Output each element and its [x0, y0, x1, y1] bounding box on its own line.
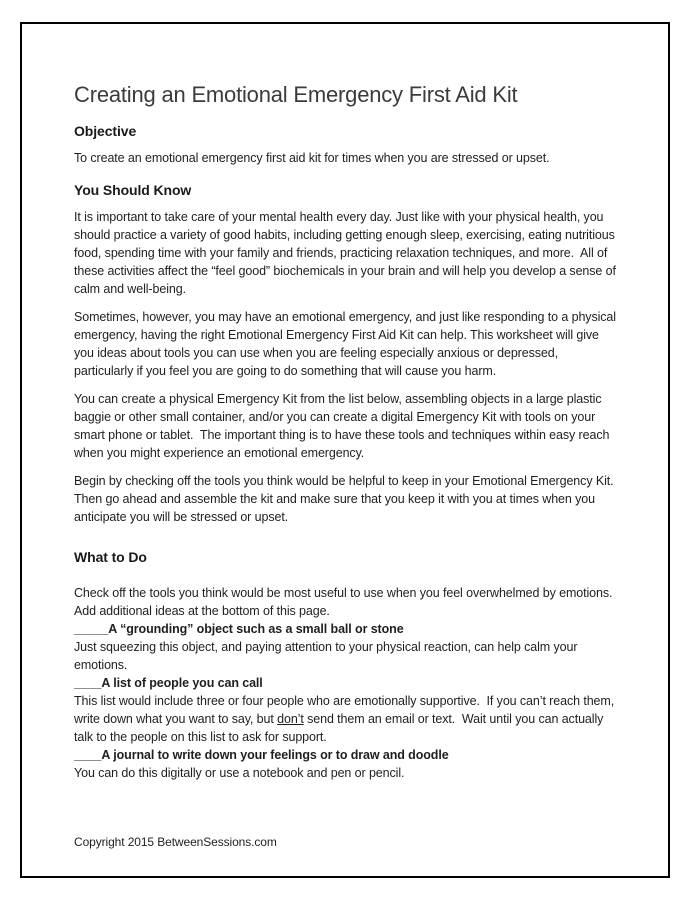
checklist	[74, 584, 618, 782]
worksheet-page	[20, 22, 670, 878]
paragraph: You can create a physical Emergency Kit from the list below, assembling objects in a large plastic baggie or other small container, and/or you can create a digital Emergency Kit with tools on your smart phone or tablet. The important thing is to have these tools and techniques within easy reach when you might experience an emotional emergency.	[74, 392, 613, 460]
paragraph: It is important to take care of your mental health every day. Just like with your physical health, you should practice a variety of good habits, including getting enough sleep, exercising, eating nutritious food, spending time with your family and friends, practicing relaxation techniques, and more. All of these activities affect the “feel good” biochemicals in your brain and will help you develop a sense of calm and well-being.	[74, 210, 620, 296]
description-text: Just squeezing this object, and paying attention to your physical reaction, can help calm your emotions.	[74, 640, 581, 672]
description-text: This list would include three or four people who are emotionally supportive. If you can’t reach them, write down what you want to say, but	[74, 694, 618, 726]
checklist-item-label	[74, 620, 618, 638]
description-text: send them an email or text. Wait until you can actually talk to the people on this list to ask for support.	[74, 712, 607, 744]
you-should-know-heading: You Should Know	[74, 182, 192, 198]
description-text: You can do this digitally or use a notebook and pen or pencil.	[74, 766, 405, 780]
checklist-item-description	[74, 638, 618, 674]
objective-heading: Objective	[74, 123, 137, 139]
paragraph: Begin by checking off the tools you think would be helpful to keep in your Emotional Emergency Kit. Then go ahead and assemble the kit and make sure that you keep it with you at times when you anticipate you will be stressed or upset.	[74, 474, 621, 524]
checklist-item-description	[74, 764, 618, 782]
checklist-blank: ____	[74, 676, 102, 690]
checklist-item-description	[74, 692, 618, 746]
what-to-do-intro: Check off the tools you think would be most useful to use when you feel overwhelmed by emotions. Add additional ideas at the bottom of this page.	[74, 586, 619, 618]
copyright-text: Copyright 2015 BetweenSessions.com	[74, 835, 277, 849]
checklist-blank: ____	[74, 748, 102, 762]
underlined-text: don’t	[277, 712, 304, 726]
checklist-item-label	[74, 746, 618, 764]
checklist-item-title: A “grounding” object such as a small ball or stone	[108, 622, 404, 636]
what-to-do-heading: What to Do	[74, 549, 147, 565]
page-title: Creating an Emotional Emergency First Aid Kit	[74, 82, 518, 107]
checklist-item-title: A list of people you can call	[101, 676, 263, 690]
checklist-item-title: A journal to write down your feelings or to draw and doodle	[101, 748, 449, 762]
checklist-item-label	[74, 674, 618, 692]
paragraph: Sometimes, however, you may have an emotional emergency, and just like responding to a physical emergency, having the right Emotional Emergency First Aid Kit can help. This worksheet will give you ideas about tools you can use when you are feeling especially anxious or depressed, particularly if you feel you are going to do something that will cause you harm.	[74, 310, 620, 378]
objective-body: To create an emotional emergency first aid kit for times when you are stressed or upset.	[74, 151, 550, 165]
checklist-blank: _____	[74, 622, 109, 636]
